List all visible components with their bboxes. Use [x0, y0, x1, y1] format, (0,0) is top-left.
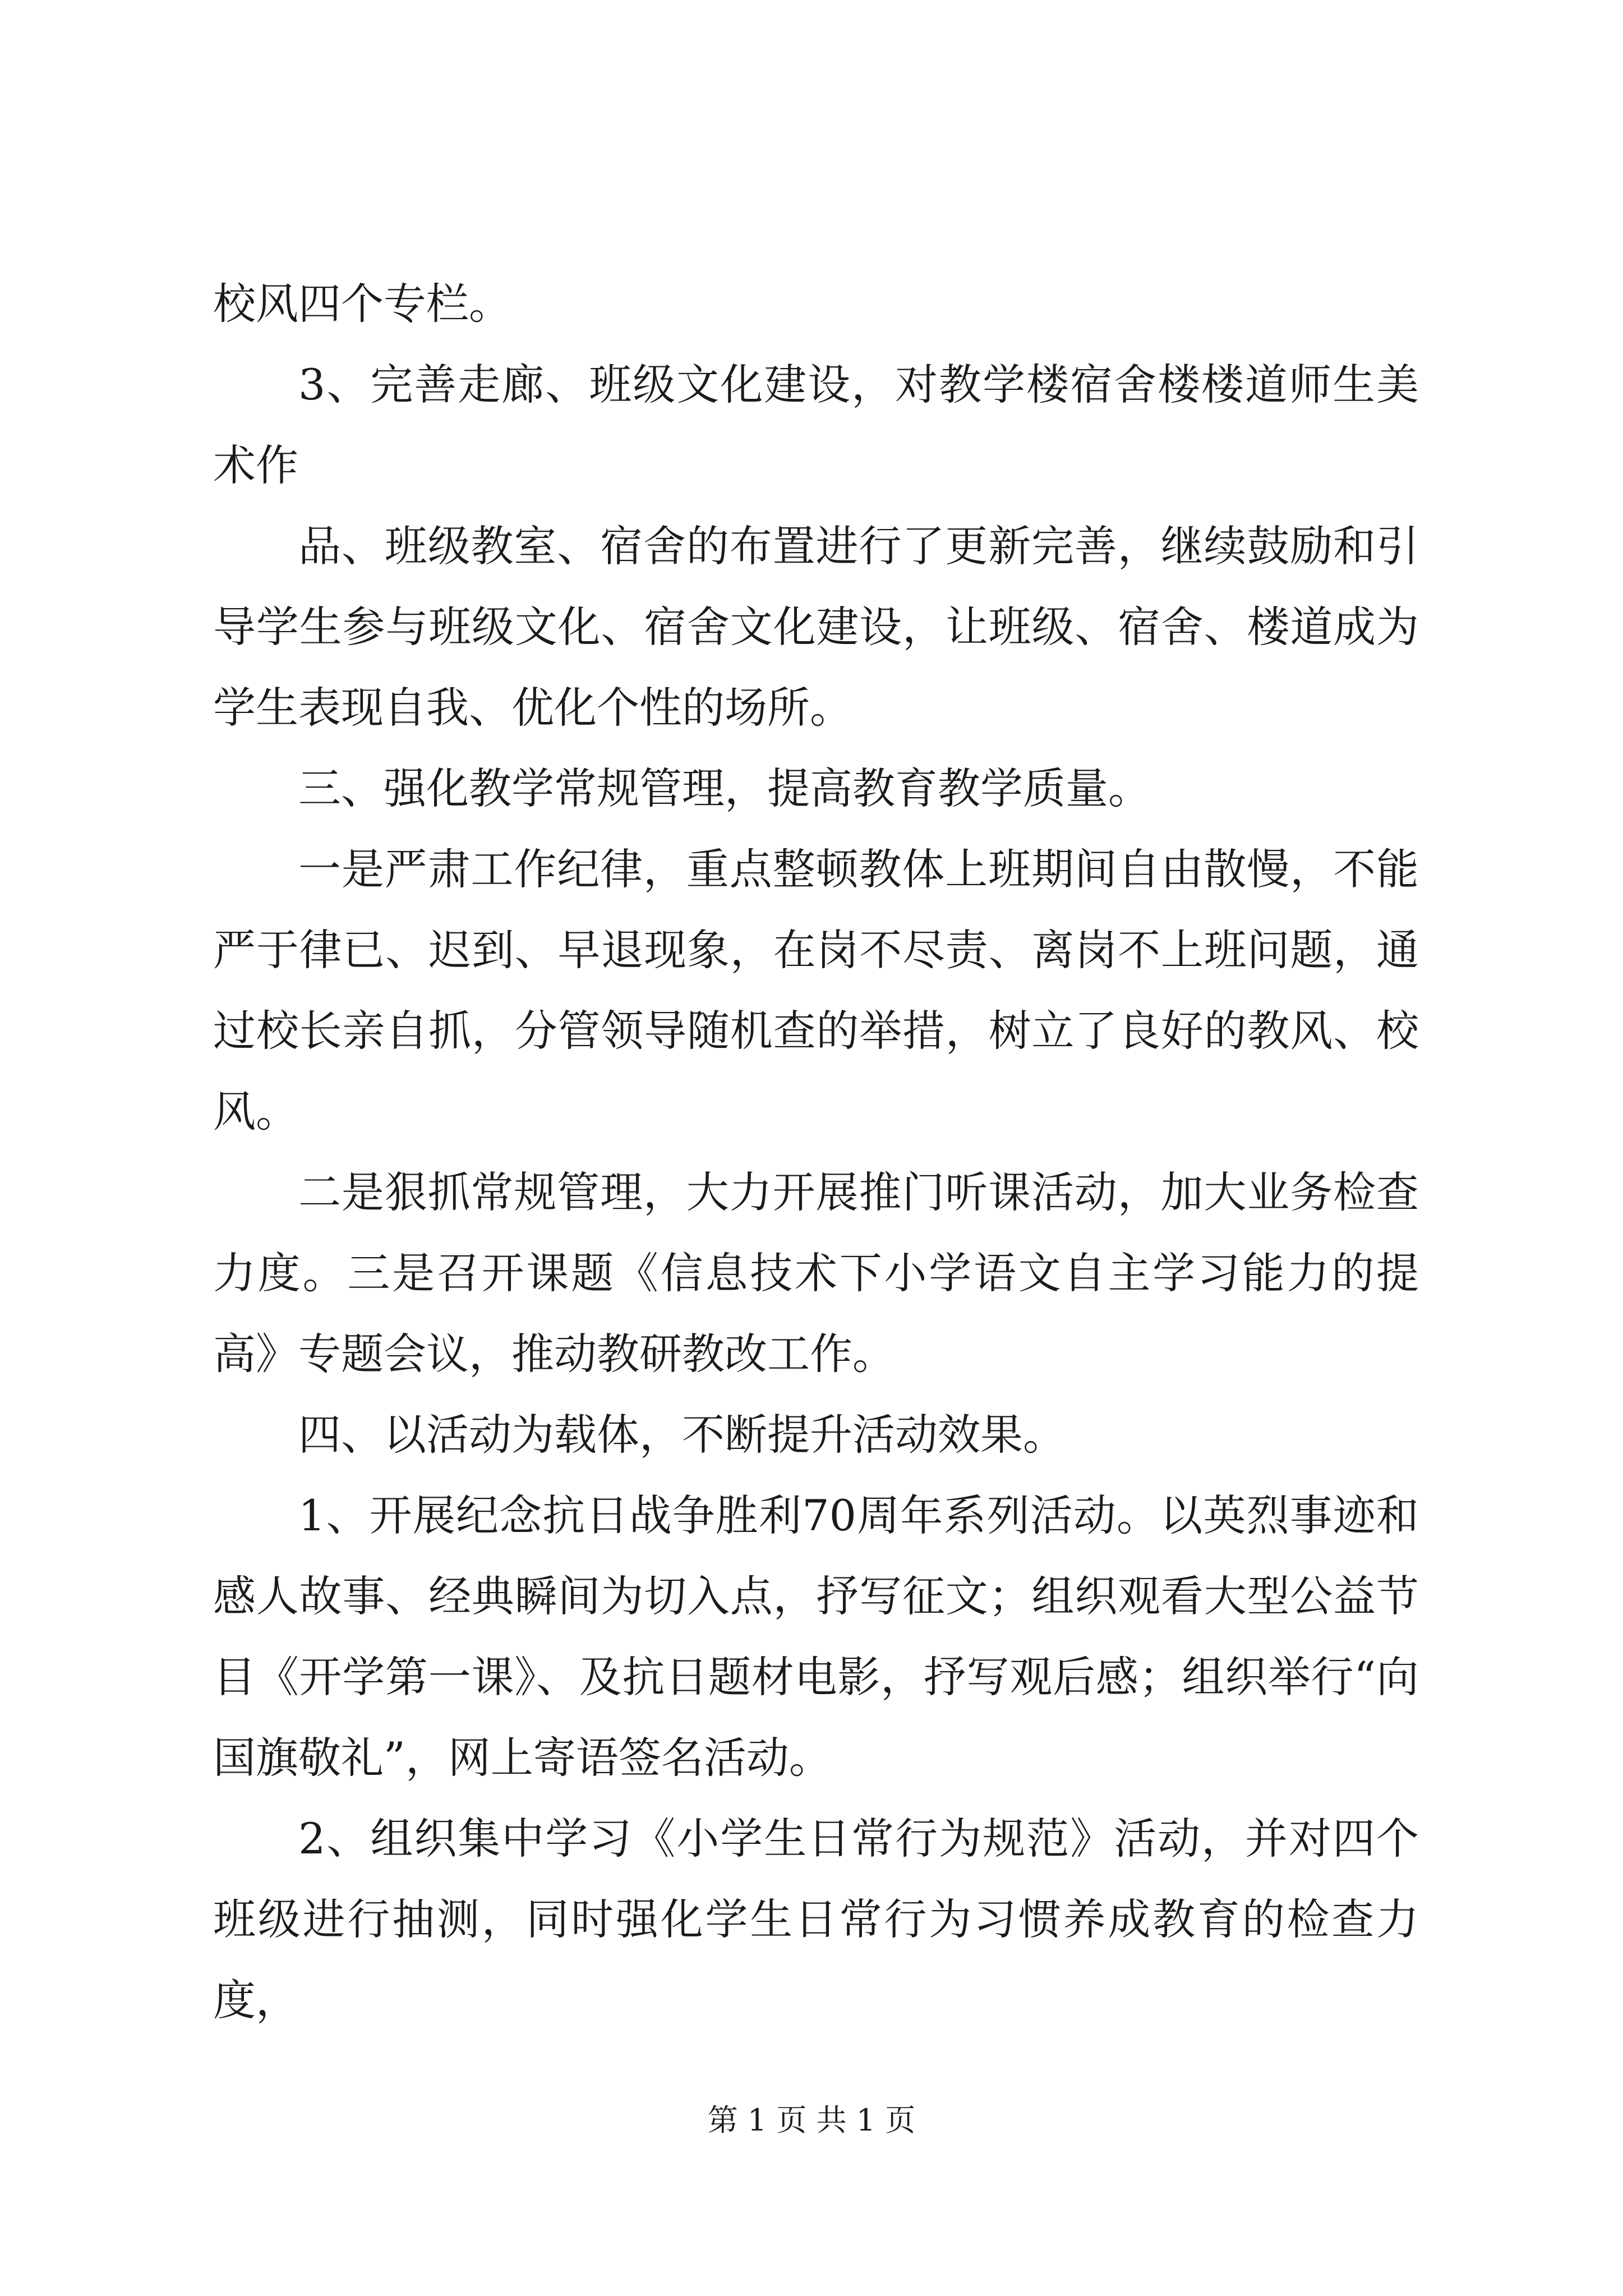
paragraph-7: 四、以活动为载体，不断提升活动效果。 [298, 1410, 1066, 1460]
page-number-label: 第 1 页 共 1 页 [707, 2102, 916, 2138]
paragraph-6: 二是狠抓常规管理，大力开展推门听课活动，加大业务检查力度。三是召开课题《信息技术下小学语文自主学习能力的提高》专题会议，推动教研教改工作。 [213, 1167, 1419, 1379]
paragraph-5: 一是严肃工作纪律，重点整顿教体上班期间自由散慢，不能严于律已、迟到、早退现象，在岗不尽责、离岗不上班问题，通过校长亲自抓，分管领导随机查的举措，树立了良好的教风、校风。 [213, 844, 1419, 1137]
paragraph-2: 3、完善走廊、班级文化建设，对教学楼宿舍楼楼道师生美术作 [213, 360, 1419, 490]
document-body [213, 264, 1419, 2041]
paragraph-1: 校风四个专栏。 [213, 279, 511, 329]
paragraph-9: 2、组织集中学习《小学生日常行为规范》活动，并对四个班级进行抽测，同时强化学生日常行为习惯养成教育的检查力度， [213, 1814, 1419, 2025]
paragraph-3: 品、班级教室、宿舍的布置进行了更新完善，继续鼓励和引导学生参与班级文化、宿舍文化建设，让班级、宿舍、楼道成为学生表现自我、优化个性的场所。 [213, 521, 1419, 733]
paragraph-8: 1、开展纪念抗日战争胜利70周年系列活动。以英烈事迹和感人故事、经典瞬间为切入点，抒写征文；组织观看大型公益节目《开学第一课》、及抗日题材电影，抒写观后感；组织举行“向国旗敬礼”，网上寄语签名活动。 [213, 1490, 1419, 1783]
paragraph-4: 三、强化教学常规管理，提高教育教学质量。 [298, 763, 1151, 813]
page-footer [0, 2101, 1623, 2140]
